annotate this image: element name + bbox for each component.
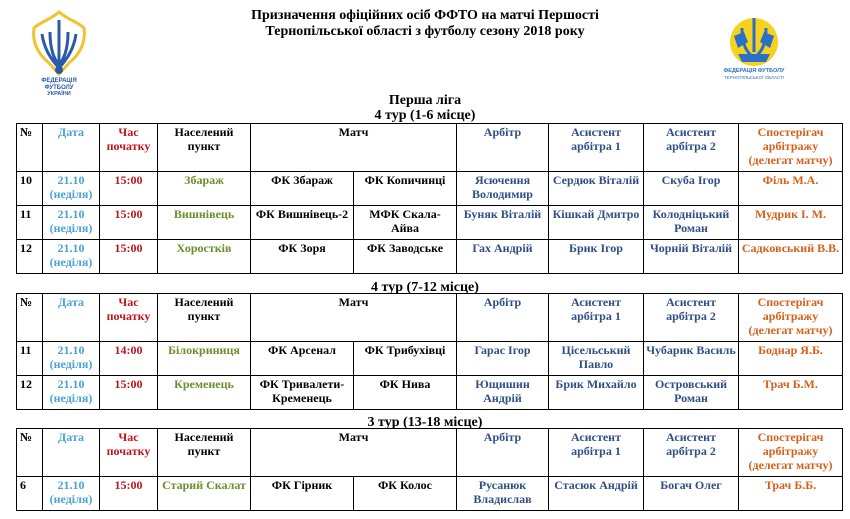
home-team: ФК Тривалети-Кременець [251, 376, 354, 410]
col-assistant1: Асистент арбітра 1 [549, 429, 644, 477]
home-team: ФК Арсенал [251, 342, 354, 376]
col-match: Матч [251, 124, 457, 172]
col-referee: Арбітр [457, 124, 549, 172]
col-time: Час початку [100, 124, 158, 172]
col-assistant1: Асистент арбітра 1 [549, 124, 644, 172]
observer: Мудрик І. М. [739, 206, 843, 240]
assistant-1: Цісельський Павло [549, 342, 644, 376]
match-num: 11 [17, 342, 43, 376]
match-place: Збараж [158, 172, 251, 206]
home-team: ФК Зоря [251, 240, 354, 274]
match-time: 15:00 [100, 477, 158, 511]
referee: Гах Андрій [457, 240, 549, 274]
match-time: 15:00 [100, 240, 158, 274]
svg-text:ФУТБОЛУ: ФУТБОЛУ [44, 85, 74, 91]
assistant-2: Скуба Ігор [644, 172, 739, 206]
col-assistant2: Асистент арбітра 2 [644, 294, 739, 342]
table-row [17, 342, 843, 376]
match-num: 10 [17, 172, 43, 206]
match-num: 12 [17, 376, 43, 410]
ffu-logo [28, 10, 90, 96]
col-match: Матч [251, 294, 457, 342]
match-num: 12 [17, 240, 43, 274]
section-title: 3 тур (13-18 місце) [367, 415, 483, 430]
match-time: 15:00 [100, 376, 158, 410]
col-observer: Спостерігач арбітражу (делегат матчу) [739, 429, 843, 477]
observer: Боднар Я.Б. [739, 342, 843, 376]
schedule-table [16, 293, 843, 410]
assistant-2: Колодніцький Роман [644, 206, 739, 240]
table-row [17, 477, 843, 511]
match-time: 15:00 [100, 206, 158, 240]
referee: Буняк Віталій [457, 206, 549, 240]
assistant-1: Кішкай Дмитро [549, 206, 644, 240]
col-place: Населений пункт [158, 124, 251, 172]
section-title: 4 тур (1-6 місце) [374, 108, 476, 123]
col-num: № [17, 429, 43, 477]
col-time: Час початку [100, 429, 158, 477]
table-header-row [17, 429, 843, 477]
col-date: Дата [43, 124, 100, 172]
assistant-2: Чубарик Василь [644, 342, 739, 376]
match-date: 21.10 (неділя) [43, 376, 100, 410]
match-num: 11 [17, 206, 43, 240]
match-date: 21.10 (неділя) [43, 342, 100, 376]
assistant-2: Богач Олег [644, 477, 739, 511]
col-referee: Арбітр [457, 294, 549, 342]
match-date: 21.10 (неділя) [43, 172, 100, 206]
away-team: ФК Колос [354, 477, 457, 511]
col-date: Дата [43, 294, 100, 342]
observer: Трач Б.Б. [739, 477, 843, 511]
match-place: Кременець [158, 376, 251, 410]
match-place: Хоростків [158, 240, 251, 274]
col-place: Населений пункт [158, 294, 251, 342]
assistant-2: Островський Роман [644, 376, 739, 410]
col-date: Дата [43, 429, 100, 477]
assistant-1: Сердюк Віталій [549, 172, 644, 206]
col-referee: Арбітр [457, 429, 549, 477]
match-num: 6 [17, 477, 43, 511]
col-observer: Спостерігач арбітражу (делегат матчу) [739, 294, 843, 342]
svg-text:ФЕДЕРАЦІЯ ФУТБОЛУ: ФЕДЕРАЦІЯ ФУТБОЛУ [723, 68, 785, 74]
table-row [17, 206, 843, 240]
col-observer: Спостерігач арбітражу (делегат матчу) [739, 124, 843, 172]
title-line-2: Тернопільської області з футболу сезону 2018 року [265, 24, 585, 39]
match-time: 14:00 [100, 342, 158, 376]
match-place: Старий Скалат [158, 477, 251, 511]
referee: Ющишин Андрій [457, 376, 549, 410]
table-header-row [17, 294, 843, 342]
home-team: ФК Вишнівець-2 [251, 206, 354, 240]
match-date: 21.10 (неділя) [43, 206, 100, 240]
table-row [17, 172, 843, 206]
away-team: ФК Заводське [354, 240, 457, 274]
home-team: ФК Гірник [251, 477, 354, 511]
assistant-1: Стасюк Андрій [549, 477, 644, 511]
observer: Трач Б.М. [739, 376, 843, 410]
svg-text:УКРАЇНИ: УКРАЇНИ [47, 91, 71, 96]
match-date: 21.10 (неділя) [43, 477, 100, 511]
col-assistant2: Асистент арбітра 2 [644, 429, 739, 477]
assistant-1: Брик Ігор [549, 240, 644, 274]
observer: Філь М.А. [739, 172, 843, 206]
match-place: Вишнівець [158, 206, 251, 240]
table-header-row [17, 124, 843, 172]
title-line-1: Призначення офіційних осіб ФФТО на матчі Першості [251, 8, 599, 23]
schedule-table [16, 123, 843, 274]
match-place: Білокриниця [158, 342, 251, 376]
table-row [17, 240, 843, 274]
home-team: ФК Збараж [251, 172, 354, 206]
match-time: 15:00 [100, 172, 158, 206]
document-title [170, 8, 680, 40]
col-num: № [17, 294, 43, 342]
section-title: 4 тур (7-12 місце) [371, 280, 479, 295]
ffto-logo [718, 8, 790, 82]
svg-text:ТЕРНОПІЛЬСЬКОЇ ОБЛАСТІ: ТЕРНОПІЛЬСЬКОЇ ОБЛАСТІ [724, 75, 784, 80]
table-row [17, 376, 843, 410]
svg-text:ФЕДЕРАЦІЯ: ФЕДЕРАЦІЯ [41, 78, 77, 84]
referee: Русанюк Владислав [457, 477, 549, 511]
col-assistant2: Асистент арбітра 2 [644, 124, 739, 172]
away-team: ФК Трибухівці [354, 342, 457, 376]
match-date: 21.10 (неділя) [43, 240, 100, 274]
referee: Гарас Ігор [457, 342, 549, 376]
col-time: Час початку [100, 294, 158, 342]
col-place: Населений пункт [158, 429, 251, 477]
referee: Ясючення Володимир [457, 172, 549, 206]
assistant-1: Брик Михайло [549, 376, 644, 410]
col-num: № [17, 124, 43, 172]
col-match: Матч [251, 429, 457, 477]
observer: Садковський В.В. [739, 240, 843, 274]
away-team: МФК Скала-Айва [354, 206, 457, 240]
away-team: ФК Копичинці [354, 172, 457, 206]
schedule-table [16, 428, 843, 511]
col-assistant1: Асистент арбітра 1 [549, 294, 644, 342]
league-title: Перша ліга [388, 93, 462, 108]
away-team: ФК Нива [354, 376, 457, 410]
assistant-2: Чорній Віталій [644, 240, 739, 274]
